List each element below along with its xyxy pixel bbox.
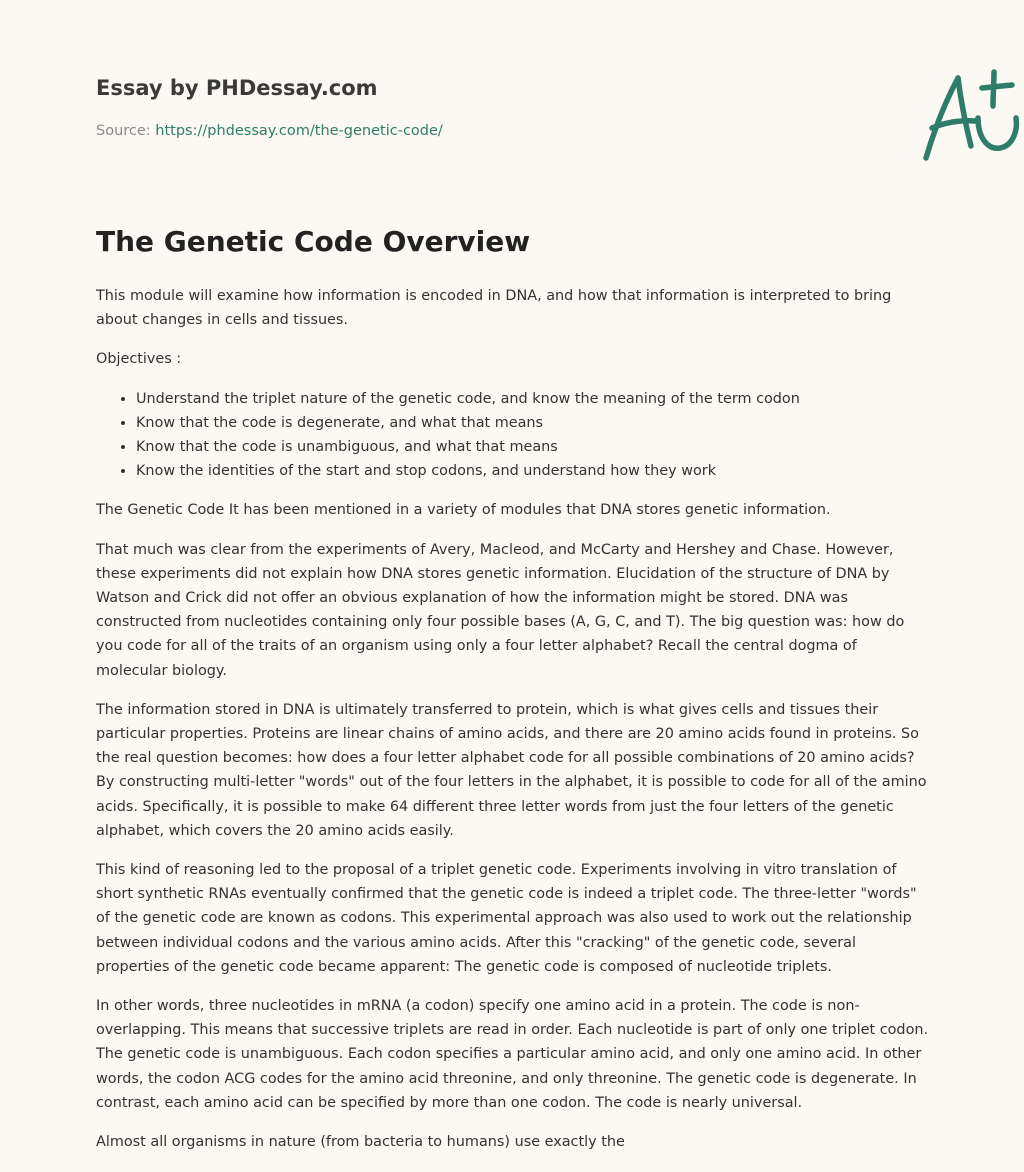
objectives-label: Objectives : — [96, 351, 182, 368]
source-line — [96, 123, 443, 139]
paragraph: The Genetic Code It has been mentioned in a variety of modules that DNA stores genetic information. — [96, 502, 831, 519]
list-item: • Know that the code is unambiguous, and what that means — [136, 435, 930, 459]
site-brand: Essay by PHDessay.com — [96, 76, 378, 100]
paragraph: This kind of reasoning led to the proposal of a triplet genetic code. Experiments involving in vitro translation of short synthetic RNAs eventually confirmed that the genetic code is indeed a triplet code. The three-letter "words" of the genetic code are known as codons. This experimental approach was also used to work out the relationship between individual codons and the various amino acids. After this "cracking" of the genetic code, several properties of the genetic code became apparent: The genetic code is composed of nucleotide triplets. — [96, 862, 917, 975]
paragraph: The information stored in DNA is ultimately transferred to protein, which is what gives cells and tissues their particular properties. Proteins are linear chains of amino acids, and there are 20 amino acids found in proteins. So the real question becomes: how does a four letter alphabet code for all possible combinations of 20 amino acids? By constructing multi-letter "words" out of the four letters in the alphabet, it is possible to code for all of the amino acids. Specifically, it is possible to make 64 different three letter words from just the four letters of the genetic alphabet, which covers the 20 amino acids easily. — [96, 701, 927, 839]
list-item: • Know the identities of the start and stop codons, and understand how they work — [136, 459, 930, 483]
intro-paragraph: This module will examine how information is encoded in DNA, and how that information is interpreted to bring about changes in cells and tissues. — [96, 288, 892, 329]
article-title: The Genetic Code Overview — [96, 225, 531, 258]
source-link[interactable]: https://phdessay.com/the-genetic-code/ — [155, 123, 443, 139]
source-label: Source: — [96, 123, 156, 139]
list-item: • Know that the code is degenerate, and what that means — [136, 411, 930, 435]
paragraph: Almost all organisms in nature (from bacteria to humans) use exactly the — [96, 1134, 625, 1151]
list-item: • Understand the triplet nature of the genetic code, and know the meaning of the term codon — [136, 387, 930, 411]
paragraph: In other words, three nucleotides in mRNA (a codon) specify one amino acid in a protein. The code is non-overlapping. This means that successive triplets are read in order. Each nucleotide is part of only one triplet codon. The genetic code is unambiguous. Each codon specifies a particular amino acid, and only one amino acid. In other words, the codon ACG codes for the amino acid threonine, and only threonine. The genetic code is degenerate. In contrast, each amino acid can be specified by more than one codon. The code is nearly universal. — [96, 998, 929, 1111]
objectives-list — [96, 387, 930, 484]
a-plus-logo-icon — [914, 66, 1024, 166]
paragraph: That much was clear from the experiments of Avery, Macleod, and McCarty and Hershey and Chase. However, these experiments did not explain how DNA stores genetic information. Elucidation of the structure of DNA by Watson and Crick did not offer an obvious explanation of how the information might be stored. DNA was constructed from nucleotides containing only four possible bases (A, G, C, and T). The big question was: how do you code for all of the traits of an organism using only a four letter alphabet? Recall the central dogma of molecular biology. — [96, 541, 905, 679]
article-body — [96, 284, 930, 1169]
